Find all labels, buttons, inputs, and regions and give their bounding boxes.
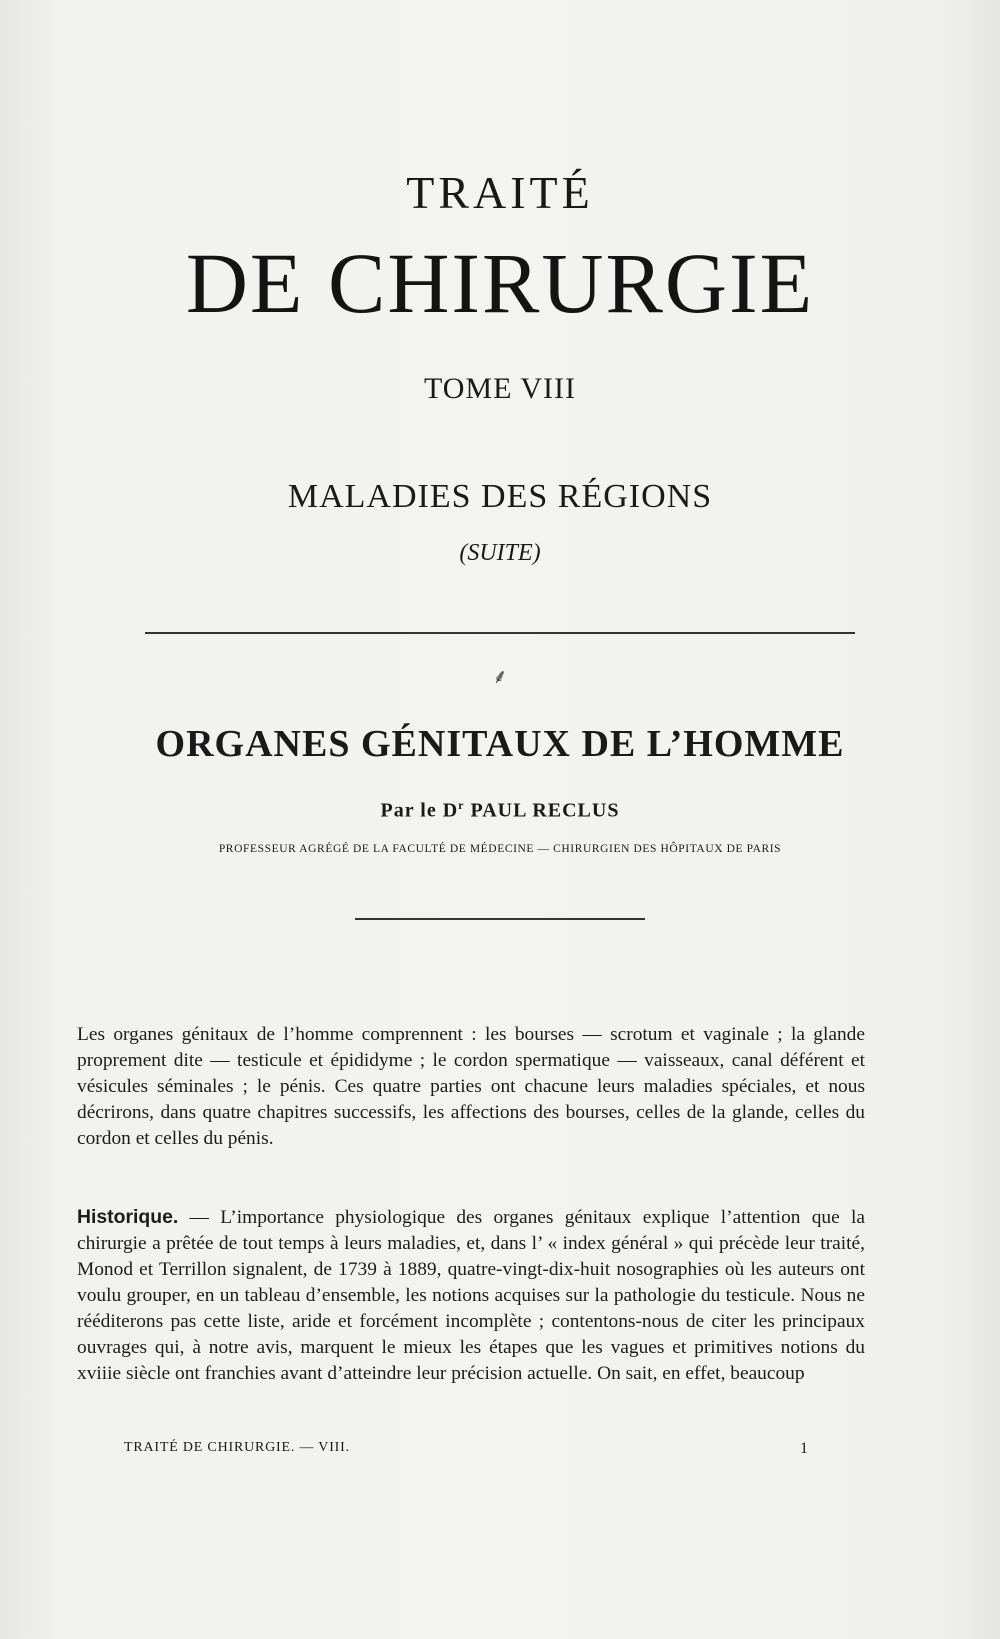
historique-paragraph [77,1204,865,1387]
author-prefix-sup: r [458,798,465,812]
author-affiliation: PROFESSEUR AGRÉGÉ DE LA FACULTÉ DE MÉDECINE — CHIRURGIEN DES HÔPITAUX DE PARIS [218,843,782,855]
historique-text: — L’importance physiologique des organes génitaux explique l’attention que la chirurgie a prêtée de tout temps à leurs maladies, et, dans l’ « index général » qui précède leur traité, Monod et Terrillon signalent, de 1739 à 1889, quatre-vingt-dix-huit nosographies où les auteurs ont voulu grouper, en un tableau d’ensemble, les notions acquises sur la pathologie du testicule. Nous ne rééditerons pas cette liste, aride et forcément incomplète ; contentons-nous de citer les principaux ouvrages qui, à notre avis, marquent le mieux les étapes que les vagues et primitives notions du xviiie siècle ont franchies avant d’atteindre leur précision actuelle. On sait, en effet, beaucoup [77,1207,865,1385]
signature-mark: 1 [800,1440,809,1457]
intro-paragraph: Les organes génitaux de l’homme comprennent : les bourses — scrotum et vaginale ; la glande proprement dite — testicule et épididyme ; le cordon spermatique — vaisseaux, canal déférent et vésicules séminales ; le pénis. Ces quatre parties ont chacune leurs maladies spéciales, et nous décrirons, dans quatre chapitres successifs, les affections des bourses, celles de la glande, celles du cordon et celles du pénis. [77,1024,865,1150]
volume-subject: MALADIES DES RÉGIONS [287,478,713,515]
series-label: TRAITÉ [406,167,594,218]
volume-label: TOME VIII [423,372,577,405]
author-line [0,798,1000,823]
running-footer: TRAITÉ DE CHIRURGIE. — VIII. [124,1440,350,1455]
volume-suite: (SUITE) [459,540,541,566]
book-title: DE CHIRURGIE [185,235,815,331]
author-prefix: Par le D [380,799,459,822]
divider-rule [145,632,855,634]
author-name: PAUL RECLUS [464,799,620,822]
historique-label: Historique. [77,1206,179,1229]
short-divider-rule [355,918,645,920]
section-title: ORGANES GÉNITAUX DE L’HOMME [155,723,845,765]
ornament-icon: ⸙ [492,664,508,688]
